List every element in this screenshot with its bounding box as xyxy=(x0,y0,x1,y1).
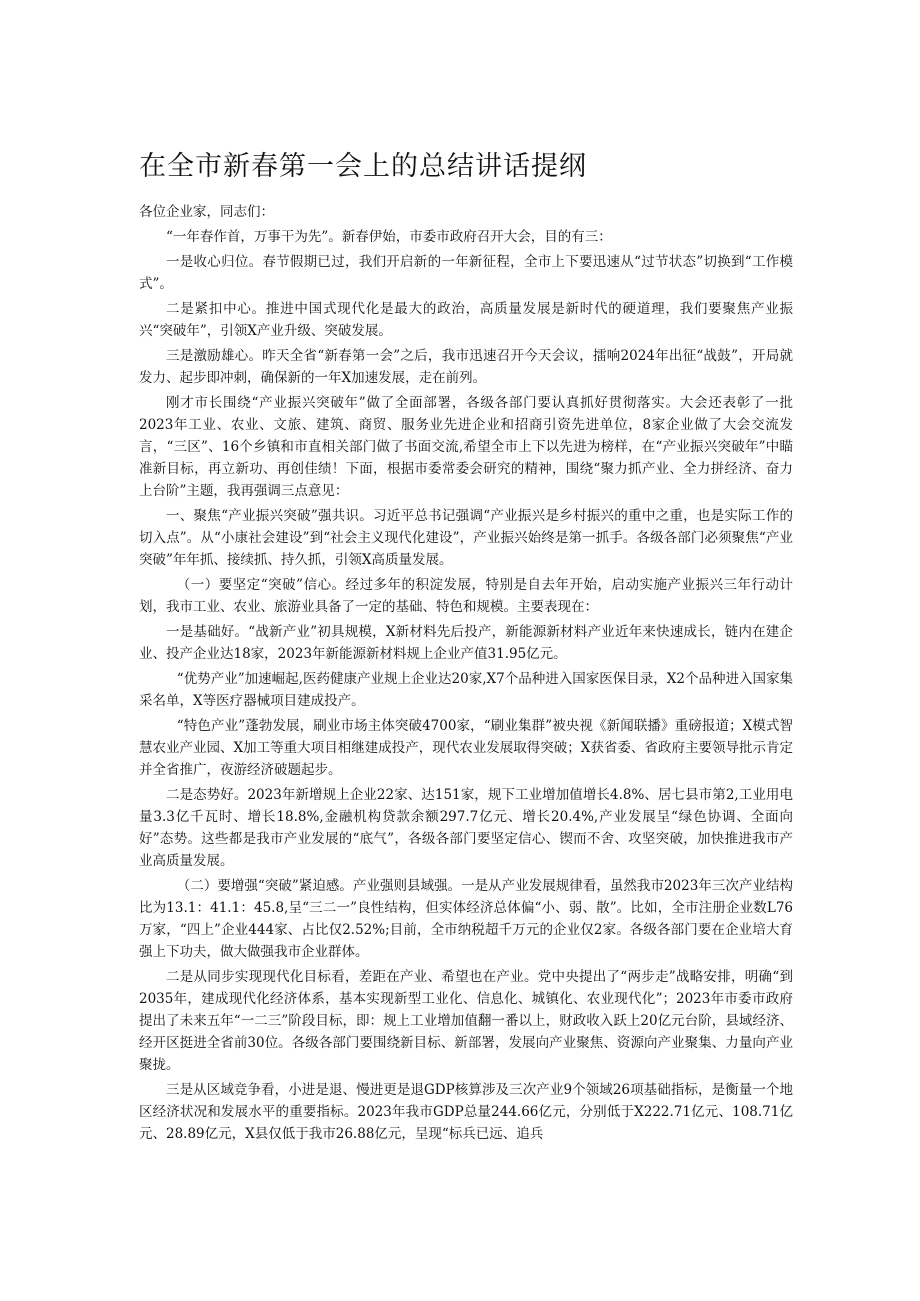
paragraph: “一年春作首，万事干为先”。新春伊始，市委市政府召开大会，目的有三： xyxy=(166,229,612,245)
paragraph: 一是收心归位。春节假期已过，我们开启新的一年新征程，全市上下要迅速从“过节状态”切换到“工作模式”。 xyxy=(139,254,793,292)
salutation: 各位企业家，同志们： xyxy=(139,204,274,220)
paragraph: “优势产业”加速崛起,医药健康产业规上企业达20家,X7个品种进入国家医保目录，X2个品种进入国家集采名单，X等医疗器械项目建成投产。 xyxy=(139,671,793,709)
paragraph: 二是紧扣中心。推进中国式现代化是最大的政治，高质量发展是新时代的硬道理，我们要聚焦产业振兴“突破年”，引领X产业升级、突破发展。 xyxy=(139,301,793,339)
subsection-heading-2: （二）要增强“突破”紧迫感。产业强则县域强。一是从产业发展规律看，虽然我市2023年三次产业结构比为13.1：41.1：45.8,呈“三二一”良性结构，但实体经济总体偏“小、弱、散”。比如，全市注册企业数L76万家，“四上”企业444家、占比仅2.52%;目前，全市纳税超千万元的企业仅2家。各级各部门要在企业培大育强上下功夫，做大做强我市企业群体。 xyxy=(139,878,793,960)
paragraph: 三是激励雄心。昨天全省“新春第一会”之后，我市迅速召开今天会议，擂响2024年出征“战鼓”，开局就发力、起步即冲刺，确保新的一年X加速发展，走在前列。 xyxy=(139,348,793,386)
paragraph: 一是基础好。“战新产业”初具规模，X新材料先后投产，新能源新材料产业近年来快速成长，链内在建企业、投产企业达18家，2023年新能源新材料规上企业产值31.95亿元。 xyxy=(139,624,793,662)
paragraph: 二是态势好。2023年新增规上企业22家、达151家，规下工业增加值增长4.8%、居七县市第2,工业用电量3.3亿千瓦时、增长18.8%,金融机构贷款余额297.7亿元、增长20.4%,产业发展呈“绿色协调、全面向好”态势。这些都是我市产业发展的“底气”，各级各部门要坚定信心、锲而不舍、攻坚突破，加快推进我市产业高质量发展。 xyxy=(139,787,793,869)
section-heading-1: 一、聚焦“产业振兴突破”强共识。习近平总书记强调“产业振兴是乡村振兴的重中之重，也是实际工作的切入点”。从“小康社会建设”到“社会主义现代化建设”，产业振兴始终是第一抓手。各级各部门必须聚焦“产业突破”年年抓、接续抓、持久抓，引领X高质量发展。 xyxy=(139,508,793,568)
paragraph: 三是从区域竞争看，小进是退、慢进更是退GDP核算涉及三次产业9个领域26项基础指标，是衡量一个地区经济状况和发展水平的重要指标。2023年我市GDP总量244.66亿元，分别低于X222.71亿元、108.71亿元、28.89亿元，X县仅低于我市26.88亿元，呈现“标兵已远、追兵 xyxy=(139,1082,793,1142)
document-title: 在全市新春第一会上的总结讲话提纲 xyxy=(139,151,587,182)
paragraph: “特色产业”蓬勃发展，刷业市场主体突破4700家，“刷业集群”被央视《新闻联播》重磅报道；X模式智慧农业产业园、X加工等重大项目相继建成投产，现代农业发展取得突破；X获省委、省政府主要领导批示肯定并全省推广，夜游经济破题起步。 xyxy=(139,718,793,778)
paragraph: 刚才市长围绕“产业振兴突破年”做了全面部署，各级各部门要认真抓好贯彻落实。大会还表彰了一批2023年工业、农业、文旅、建筑、商贸、服务业先进企业和招商引资先进单位，8家企业做了大会交流发言，“三区”、16个乡镇和市直相关部门做了书面交流,希望全市上下以先进为榜样，在“产业振兴突破年”中瞄准新目标，再立新功、再创佳绩！下面，根据市委常委会研究的精神，围绕“聚力抓产业、全力拼经济、奋力上台阶”主题，我再强调三点意见： xyxy=(139,395,793,499)
paragraph: 二是从同步实现现代化目标看，差距在产业、希望也在产业。党中央提出了“两步走”战略安排，明确“到2035年，建成现代化经济体系，基本实现新型工业化、信息化、城镇化、农业现代化”；2023年市委市政府提出了未来五年“一二三”阶段目标，即：规上工业增加值翻一番以上，财政收入跃上20亿元台阶，县域经济、经开区挺进全省前30位。各级各部门要围绕新目标、新部署，发展向产业聚焦、资源向产业聚集、力量向产业聚拢。 xyxy=(139,969,793,1073)
subsection-heading-1: （一）要坚定“突破”信心。经过多年的积淀发展，特别是自去年开始，启动实施产业振兴三年行动计划，我市工业、农业、旅游业具备了一定的基础、特色和规模。主要表现在： xyxy=(139,577,793,615)
document-body xyxy=(139,201,793,1148)
